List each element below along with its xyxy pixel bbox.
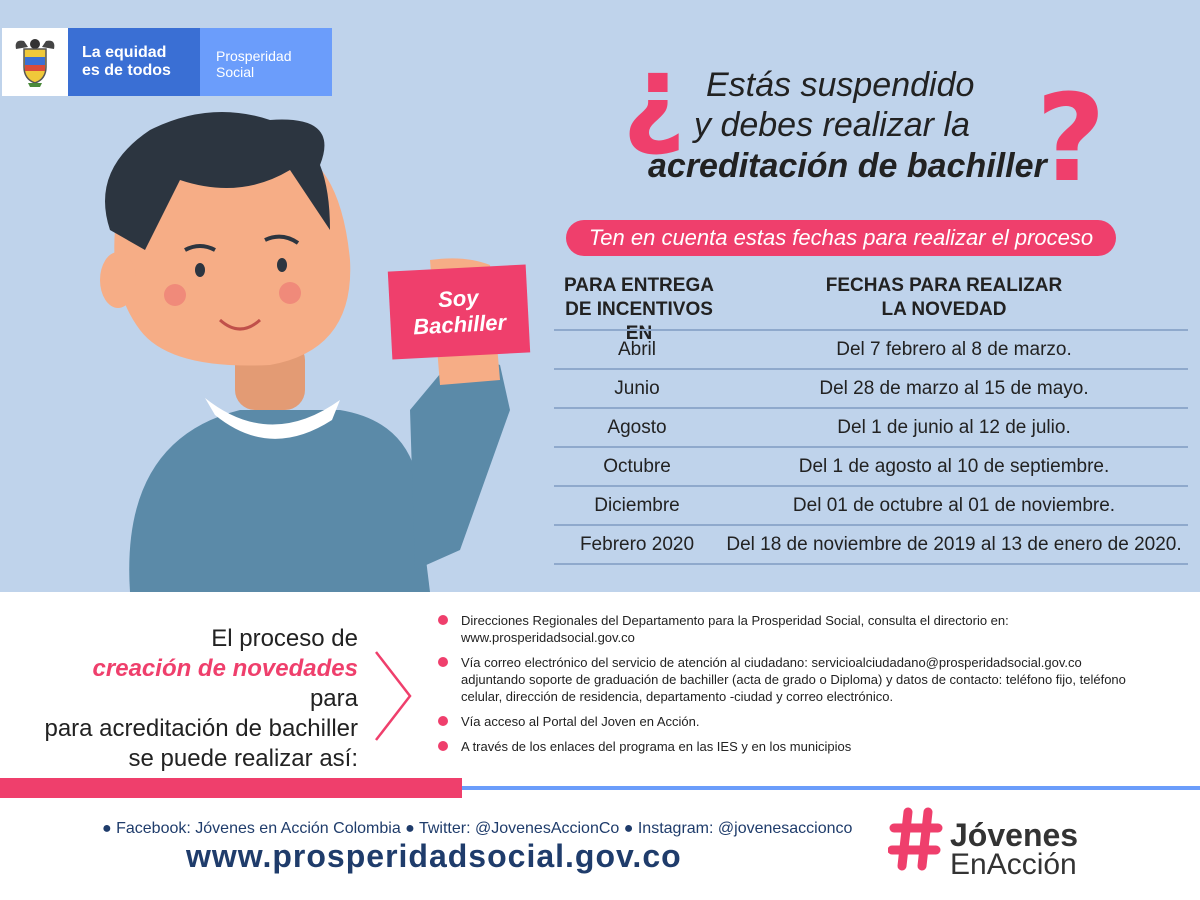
- card-line1: Soy: [437, 284, 480, 313]
- table-row: [554, 330, 1188, 369]
- table-row: [554, 369, 1188, 408]
- card-line2: Bachiller: [412, 309, 507, 340]
- dates-table: [554, 329, 1188, 565]
- column-header-dates-line2: LA NOVEDAD: [881, 299, 1007, 320]
- date-range-cell: Del 01 de octubre al 01 de noviembre.: [720, 486, 1188, 525]
- table-row: [554, 408, 1188, 447]
- list-item: Vía acceso al Portal del Joven en Acción.: [436, 713, 1136, 730]
- table-row: [554, 486, 1188, 525]
- gov-slogan-line2: es de todos: [82, 62, 171, 79]
- question-close-mark: ?: [1036, 70, 1106, 209]
- entity-name-line1: Prosperidad: [216, 48, 292, 64]
- gov-slogan: [68, 28, 200, 96]
- gov-slogan-line1: La equidad: [82, 44, 167, 61]
- column-header-incentives-line2: DE INCENTIVOS EN: [565, 299, 713, 344]
- entity-name-line2: Social: [216, 64, 255, 80]
- title-line3: acreditación de bachiller: [648, 147, 1047, 185]
- soy-bachiller-card: [388, 264, 530, 359]
- process-highlight: creación de novedades: [92, 655, 358, 682]
- process-intro: [40, 624, 358, 774]
- entity-name: [200, 28, 332, 96]
- website-url: www.prosperidadsocial.gov.co: [186, 838, 682, 874]
- month-cell: Febrero 2020: [554, 525, 720, 564]
- social-links: ● Facebook: Jóvenes en Acción Colombia ● Twitter: @JovenesAccionCo ● Instagram: @jovenesaccionco: [102, 820, 853, 837]
- process-methods-list: [436, 612, 1136, 763]
- list-item: A través de los enlaces del programa en las IES y en los municipios: [436, 738, 1136, 755]
- date-range-cell: Del 7 febrero al 8 de marzo.: [720, 330, 1188, 369]
- brand-name-line2: EnAcción: [950, 848, 1077, 881]
- month-cell: Octubre: [554, 447, 720, 486]
- chevron-right-icon: [370, 648, 418, 744]
- list-item: Vía correo electrónico del servicio de atención al ciudadano: servicioalciudadano@prosperidadsocial.gov.co adjuntando soporte de graduación de bachiller (acta de grado o Diploma) y datos de contacto: teléfono fijo, teléfono celular, dirección de residencia, departamento -ciudad y correo electrónico.: [436, 654, 1136, 705]
- title-line1: Estás suspendido: [706, 66, 975, 104]
- footer-divider-blue: [462, 786, 1200, 790]
- footer-divider-pink: [0, 778, 462, 798]
- gov-header: [2, 28, 332, 96]
- month-cell: Junio: [554, 369, 720, 408]
- process-intro-line4: se puede realizar así:: [128, 745, 358, 772]
- date-range-cell: Del 1 de agosto al 10 de septiembre.: [720, 447, 1188, 486]
- question-open-mark: ¿: [622, 31, 686, 159]
- brand-name-line1: Jóvenes: [950, 817, 1079, 853]
- table-row: [554, 447, 1188, 486]
- title-line2: y debes realizar la: [694, 106, 970, 144]
- table-row: [554, 525, 1188, 564]
- process-intro-line2-rest: para: [309, 685, 358, 712]
- date-range-cell: Del 18 de noviembre de 2019 al 13 de enero de 2020.: [720, 525, 1188, 564]
- month-cell: Diciembre: [554, 486, 720, 525]
- column-header-dates-line1: FECHAS PARA REALIZAR: [825, 275, 1063, 296]
- coat-of-arms-icon: [2, 28, 68, 96]
- process-intro-line1: El proceso de: [211, 625, 358, 652]
- hashtag-icon: [888, 806, 944, 872]
- column-header-dates: [730, 274, 1158, 322]
- process-intro-line3: para acreditación de bachiller: [44, 715, 358, 742]
- process-intro-line2: [40, 654, 358, 714]
- date-range-cell: Del 1 de junio al 12 de julio.: [720, 408, 1188, 447]
- column-header-incentives-line1: PARA ENTREGA: [564, 275, 714, 296]
- month-cell: Abril: [554, 330, 720, 369]
- month-cell: Agosto: [554, 408, 720, 447]
- date-range-cell: Del 28 de marzo al 15 de mayo.: [720, 369, 1188, 408]
- dates-banner: Ten en cuenta estas fechas para realizar el proceso: [566, 220, 1116, 256]
- list-item: Direcciones Regionales del Departamento para la Prosperidad Social, consulta el directorio en: www.prosperidadsocial.gov.co: [436, 612, 1136, 646]
